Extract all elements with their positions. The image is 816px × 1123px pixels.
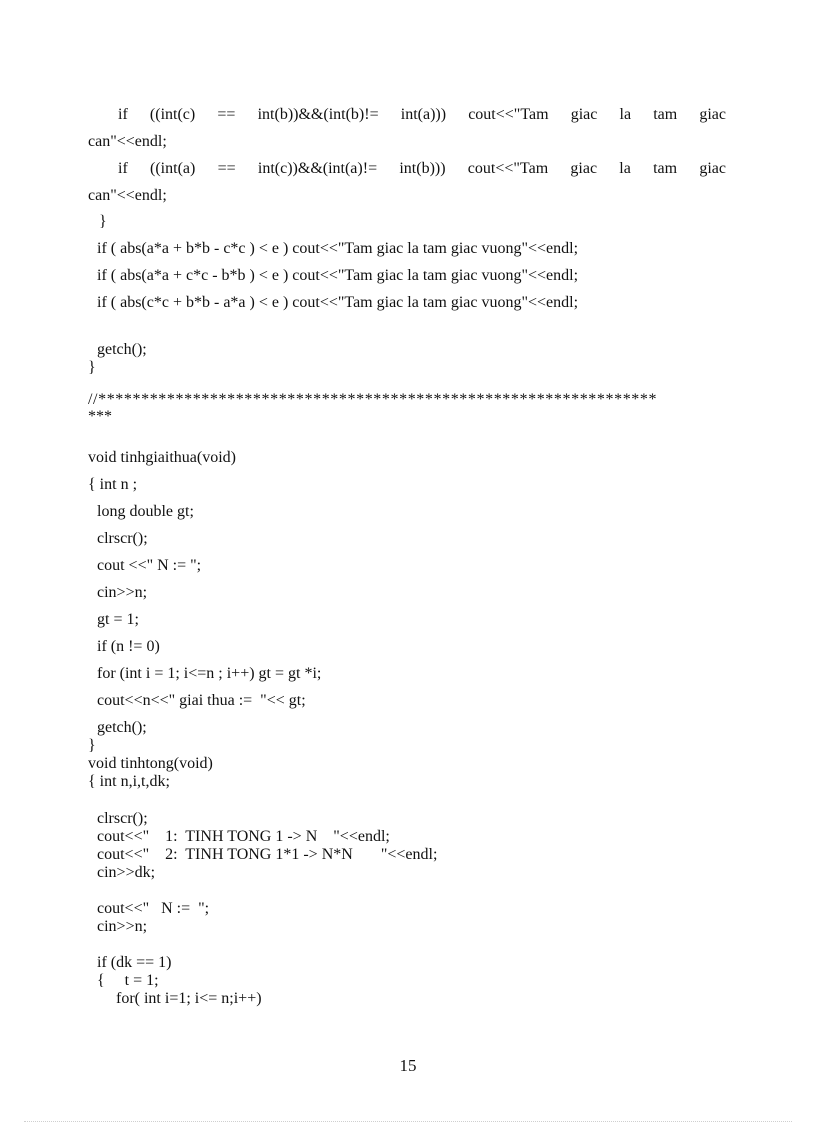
code-line: can"<<endl; — [88, 133, 167, 150]
code-line: void tinhgiaithua(void) — [88, 449, 236, 466]
code-line: getch(); — [97, 719, 147, 736]
code-line: if ( abs(a*a + c*c - b*b ) < e ) cout<<"Tam giac la tam giac vuong"<<endl; — [97, 267, 579, 284]
code-line: if (dk == 1) — [97, 954, 172, 971]
code-line — [88, 160, 726, 178]
code-line: cin>>n; — [97, 584, 148, 601]
code-line: if ( abs(c*c + b*b - a*a ) < e ) cout<<"Tam giac la tam giac vuong"<<endl; — [97, 294, 579, 311]
code-line: getch(); — [97, 341, 147, 358]
code-line: can"<<endl; — [88, 187, 167, 204]
code-line: cin>>n; — [97, 918, 148, 935]
code-line: } — [99, 213, 107, 230]
code-line — [88, 106, 726, 124]
code-line: long double gt; — [97, 503, 194, 520]
code-line: cout<<" N := "; — [97, 900, 210, 917]
code-line: } — [88, 737, 96, 754]
code-line: clrscr(); — [97, 530, 148, 547]
separator-line: *** — [88, 408, 112, 425]
code-line: gt = 1; — [97, 611, 139, 628]
code-line: cout<<" 1: TINH TONG 1 -> N "<<endl; — [97, 828, 390, 845]
code-line: cin>>dk; — [97, 864, 156, 881]
separator-line: //***************************************************************** — [88, 391, 658, 408]
code-line: cout<<n<<" giai thua := "<< gt; — [97, 692, 306, 709]
code-line: { t = 1; — [97, 972, 159, 989]
code-line: for (int i = 1; i<=n ; i++) gt = gt *i; — [97, 665, 322, 682]
code-line: cout <<" N := "; — [97, 557, 202, 574]
code-line: { int n ; — [88, 476, 138, 493]
code-line: { int n,i,t,dk; — [88, 773, 170, 790]
code-line: } — [88, 359, 96, 376]
code-line: if (n != 0) — [97, 638, 160, 655]
page-bottom-divider — [24, 1121, 792, 1122]
code-line-text: if ((int(c) == int(b))&&(int(b)!= int(a))) cout<<"Tam giac la tam giac — [118, 106, 726, 123]
code-line: cout<<" 2: TINH TONG 1*1 -> N*N "<<endl; — [97, 846, 438, 863]
code-line: for( int i=1; i<= n;i++) — [116, 990, 262, 1007]
code-line: void tinhtong(void) — [88, 755, 213, 772]
page-number: 15 — [399, 1056, 417, 1075]
code-line: clrscr(); — [97, 810, 148, 827]
code-line: if ( abs(a*a + b*b - c*c ) < e ) cout<<"Tam giac la tam giac vuong"<<endl; — [97, 240, 579, 257]
code-line-text: if ((int(a) == int(c))&&(int(a)!= int(b))) cout<<"Tam giac la tam giac — [118, 160, 726, 177]
